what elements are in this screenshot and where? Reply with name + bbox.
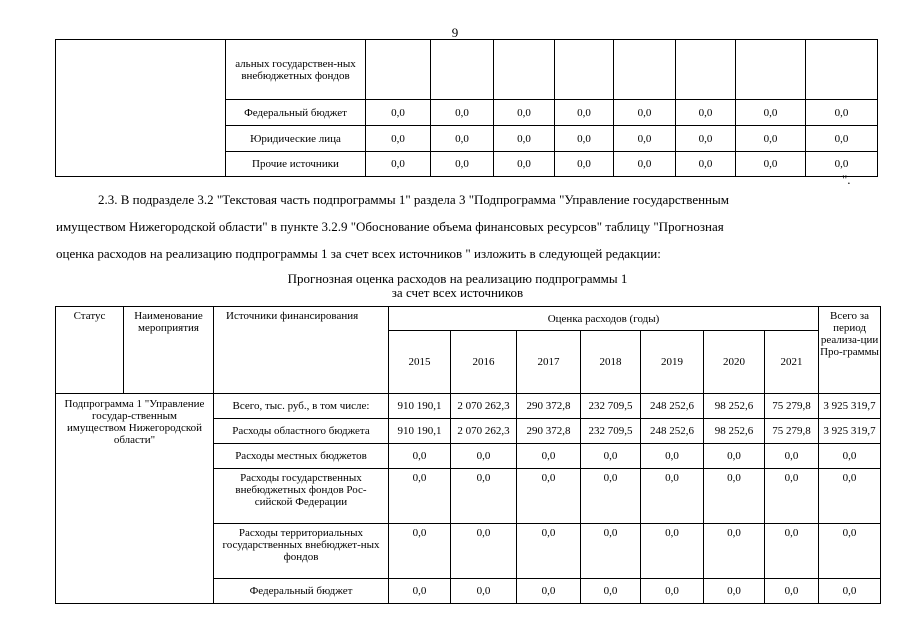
source-cell: Расходы территориальных государственных внебюджет-ных фондов: [214, 524, 389, 579]
value-cell: 910 190,1: [389, 419, 451, 444]
value-cell: 232 709,5: [581, 419, 641, 444]
value-cell: 75 279,8: [765, 394, 819, 419]
top-value-cell: [614, 40, 676, 100]
year-header: 2020: [704, 331, 765, 394]
top-value-cell: 0,0: [494, 100, 555, 126]
top-source-cell: Прочие источники: [226, 152, 366, 177]
value-cell: 290 372,8: [517, 394, 581, 419]
top-table-row: [56, 40, 878, 100]
top-value-cell: [676, 40, 736, 100]
top-value-cell: 0,0: [806, 152, 878, 177]
value-cell: 0,0: [451, 444, 517, 469]
value-cell: 0,0: [765, 579, 819, 604]
top-value-cell: 0,0: [366, 152, 431, 177]
top-value-cell: 0,0: [736, 126, 806, 152]
value-cell: 0,0: [641, 444, 704, 469]
source-cell: Расходы местных бюджетов: [214, 444, 389, 469]
value-cell: 0,0: [819, 579, 881, 604]
top-value-cell: 0,0: [431, 152, 494, 177]
value-cell: 0,0: [389, 469, 451, 524]
top-value-cell: [555, 40, 614, 100]
year-header: 2016: [451, 331, 517, 394]
source-cell: Всего, тыс. руб., в том числе:: [214, 394, 389, 419]
paragraph-line-2: имуществом Нижегородской области" в пункте 3.2.9 "Обоснование объема финансовых ресурсов" таблицу "Прогнозная: [56, 219, 724, 234]
top-table: [55, 39, 878, 177]
value-cell: 2 070 262,3: [451, 419, 517, 444]
value-cell: 0,0: [451, 524, 517, 579]
value-cell: 248 252,6: [641, 419, 704, 444]
top-value-cell: 0,0: [676, 152, 736, 177]
value-cell: 0,0: [517, 524, 581, 579]
value-cell: 232 709,5: [581, 394, 641, 419]
value-cell: 0,0: [581, 469, 641, 524]
top-value-cell: 0,0: [555, 126, 614, 152]
value-cell: 0,0: [704, 444, 765, 469]
paragraph-line-1: 2.3. В подразделе 3.2 "Текстовая часть подпрограммы 1" раздела 3 "Подпрограмма "Управление государственным: [98, 192, 729, 207]
year-header: 2018: [581, 331, 641, 394]
table-title-line-1: Прогнозная оценка расходов на реализацию подпрограммы 1: [287, 271, 628, 286]
header-name: Наименование мероприятия: [124, 307, 214, 394]
top-value-cell: 0,0: [366, 126, 431, 152]
closing-quote: ".: [842, 172, 851, 187]
top-value-cell: 0,0: [614, 100, 676, 126]
value-cell: 0,0: [581, 444, 641, 469]
page-number: 9: [451, 25, 459, 40]
header-total: Всего за период реализа-ции Про-граммы: [819, 307, 881, 394]
value-cell: 0,0: [819, 524, 881, 579]
value-cell: 0,0: [581, 579, 641, 604]
value-cell: 3 925 319,7: [819, 419, 881, 444]
value-cell: 0,0: [704, 524, 765, 579]
value-cell: 0,0: [641, 524, 704, 579]
value-cell: 98 252,6: [704, 419, 765, 444]
value-cell: 3 925 319,7: [819, 394, 881, 419]
main-table: [55, 306, 881, 604]
value-cell: 0,0: [451, 579, 517, 604]
table-title-line-2: за счет всех источников: [391, 285, 524, 300]
top-value-cell: 0,0: [431, 126, 494, 152]
header-estimate: Оценка расходов (годы): [389, 307, 819, 331]
value-cell: 0,0: [389, 444, 451, 469]
value-cell: 0,0: [517, 444, 581, 469]
top-value-cell: [431, 40, 494, 100]
value-cell: 0,0: [517, 579, 581, 604]
top-source-cell: Юридические лица: [226, 126, 366, 152]
value-cell: 0,0: [389, 524, 451, 579]
source-cell: Расходы государственных внебюджетных фондов Рос-сийской Федерации: [214, 469, 389, 524]
value-cell: 0,0: [704, 579, 765, 604]
top-value-cell: 0,0: [806, 100, 878, 126]
top-value-cell: 0,0: [555, 100, 614, 126]
header-status: Статус: [56, 307, 124, 394]
top-value-cell: [366, 40, 431, 100]
value-cell: 0,0: [641, 579, 704, 604]
top-value-cell: 0,0: [676, 126, 736, 152]
source-cell: Расходы областного бюджета: [214, 419, 389, 444]
top-value-cell: 0,0: [614, 126, 676, 152]
top-value-cell: 0,0: [431, 100, 494, 126]
value-cell: 0,0: [765, 524, 819, 579]
value-cell: 0,0: [765, 469, 819, 524]
top-value-cell: [494, 40, 555, 100]
top-value-cell: 0,0: [494, 126, 555, 152]
value-cell: 0,0: [641, 469, 704, 524]
top-value-cell: [806, 40, 878, 100]
year-header: 2019: [641, 331, 704, 394]
top-value-cell: 0,0: [736, 152, 806, 177]
value-cell: 98 252,6: [704, 394, 765, 419]
top-value-cell: 0,0: [366, 100, 431, 126]
main-table-row: [56, 394, 881, 419]
value-cell: 0,0: [819, 444, 881, 469]
header-sources: Источники финансирования: [214, 307, 389, 394]
top-value-cell: [736, 40, 806, 100]
status-cell: Подпрограмма 1 "Управление государ-ственным имуществом Нижегородской области": [56, 394, 214, 604]
value-cell: 0,0: [451, 469, 517, 524]
value-cell: 0,0: [704, 469, 765, 524]
value-cell: 2 070 262,3: [451, 394, 517, 419]
top-value-cell: 0,0: [555, 152, 614, 177]
year-header: 2021: [765, 331, 819, 394]
value-cell: 75 279,8: [765, 419, 819, 444]
top-empty-cell: [56, 40, 226, 177]
top-value-cell: 0,0: [614, 152, 676, 177]
year-header: 2017: [517, 331, 581, 394]
top-value-cell: 0,0: [736, 100, 806, 126]
paragraph-line-3: оценка расходов на реализацию подпрограммы 1 за счет всех источников " изложить в следующей редакции:: [56, 246, 661, 261]
value-cell: 910 190,1: [389, 394, 451, 419]
top-value-cell: 0,0: [676, 100, 736, 126]
value-cell: 0,0: [819, 469, 881, 524]
value-cell: 0,0: [765, 444, 819, 469]
top-value-cell: 0,0: [494, 152, 555, 177]
value-cell: 248 252,6: [641, 394, 704, 419]
source-cell: Федеральный бюджет: [214, 579, 389, 604]
top-source-cell: Федеральный бюджет: [226, 100, 366, 126]
top-value-cell: 0,0: [806, 126, 878, 152]
year-header: 2015: [389, 331, 451, 394]
value-cell: 0,0: [389, 579, 451, 604]
value-cell: 0,0: [517, 469, 581, 524]
value-cell: 290 372,8: [517, 419, 581, 444]
value-cell: 0,0: [581, 524, 641, 579]
top-source-cell: альных государствен-ных внебюджетных фондов: [226, 40, 366, 100]
